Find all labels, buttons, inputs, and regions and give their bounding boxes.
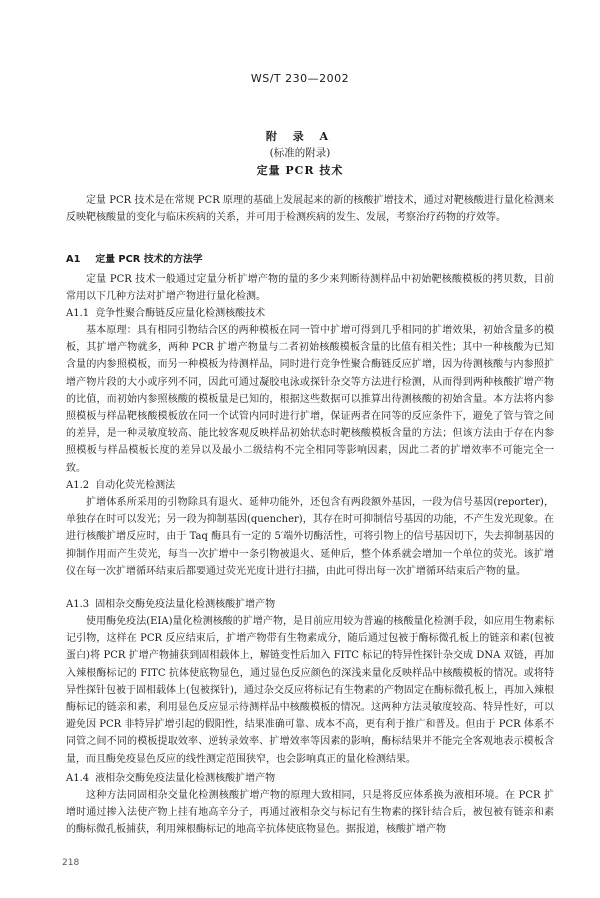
section-paragraph-a1-1: 基本原理：具有相同引物结合区的两种模板在同一管中扩增可得到几乎相同的扩增效果，初始含量多的模板，其扩增产物就多，两种 PCR 扩增产物量与二者初始核酸模板含量的比值有相关性；其中一种核酸为已知含量的内参照模板，而另一种模板为待测样品，同时进行竞争性聚合酶链反应扩增，因为待测核酸与内参照扩增产物片段的大小或序列不同，因此可通过凝胶电泳或探针杂交等方法进行检测，从而得到两种核酸扩增产物的比值，而初始内参照核酸的模板量是已知的，根据这些数据可以推算出待测核酸的初始含量。本方法将内参照模板与样品靶核酸模板放在同一个试管内同时进行扩增，保证两者在同等的反应条件下，避免了管与管之间的差异，是一种灵敏度较高、能比较客观反映样品初始状态时靶核酸模板含量的方法；但该方法由于存在内参照模板与样品模板长度的差异以及最小二级结构不完全相同等影响因素，因此二者的扩增效率不可能完全一致。 (66, 325, 554, 474)
section-title: 自动化荧光检测法 (95, 480, 176, 491)
section-paragraph-a1-4: 这种方法同固相杂交量化检测核酸扩增产物的原理大致相同，只是将反应体系换为液相环境。在 PCR 扩增时通过掺入法使产物上挂有地高辛分子，再通过液相杂交与标记有生物素的探针结合后，被包被有链亲和素的酶标微孔板捕获，利用辣根酶标记的地高辛抗体使底物显色。据报道，核酸扩增产物 (66, 790, 554, 836)
section-title: 竞争性聚合酶链反应量化检测核酸技术 (95, 308, 266, 319)
section-number: A1.3 (66, 599, 90, 610)
section-paragraph-a1-2: 扩增体系所采用的引物除具有退火、延伸功能外，还包含有两段额外基因，一段为信号基因(reporter)，单独存在时可以发光；另一段为抑制基因(quencher)，其存在时可抑制信号基因的功能，不产生发光现象。在进行核酸扩增反应时，由于 Taq 酶具有一定的 5′端外切酶活性，可将引物上的信号基因切下，失去抑制基因的抑制作用而产生荧光，每当一次扩增中一条引物被退火、延伸后，整个体系就会增加一个单位的荧光。该扩增仪在每一次扩增循环结束后都要通过荧光光度计进行扫描，由此可得出每一次扩增循环结束后产物的量。 (66, 497, 554, 577)
section-number: A1.2 (66, 480, 90, 491)
section-number: A1.1 (66, 308, 90, 319)
section-number: A1.4 (66, 773, 90, 784)
section-heading-a1-1 (66, 306, 554, 322)
standard-number: WS/T 230—2002 (250, 72, 350, 85)
section-number: A1 (66, 254, 81, 265)
annex-name: 定量 PCR 技术 (256, 164, 344, 177)
section-title: 固相杂交酶免疫法量化检测核酸扩增产物 (95, 599, 276, 610)
section-paragraph-a1-3: 使用酶免疫法(EIA)量化检测核酸的扩增产物，是目前应用较为普遍的核酸量化检测手段，如应用生物素标记引物，这样在 PCR 反应结束后，扩增产物带有生物素成分，随后通过包被于酶标微孔板上的链亲和素(包被蛋白)将 PCR 扩增产物捕获到固相载体上，解链变性后加入 FITC 标记的特异性探针杂交成 DNA 双链，再加入辣根酶标记的 FITC 抗体使底物显色，通过显色反应颜色的深浅来量化反映样品中核酸模板的情况。或将特异性探针包被于固相载体上(包被探针)，通过杂交反应将标记有生物素的产物固定在酶标微孔板上，再加入辣根酶标记的链亲和素，利用显色反应显示待测样品中核酸模板的情况。这两种方法灵敏度较高、特异性好，可以避免因 PCR 非特异扩增引起的假阳性，结果准确可靠、成本不高，更有利于推广和普及。但由于 PCR 体系不同管之间不同的模板提取效率、逆转录效率、扩增效率等因素的影响，酶标结果并不能完全客观地表示模板含量，而且酶免疫显色反应的线性测定范围狭窄，也会影响真正的量化检测结果。 (66, 616, 554, 765)
section-heading-a1-2 (66, 478, 554, 494)
page-number: 218 (62, 858, 80, 868)
section-heading-a1 (66, 252, 554, 268)
section-paragraph-a1: 定量 PCR 技术一般通过定量分析扩增产物的量的多少来判断待测样品中初始靶核酸模板的拷贝数，目前常用以下几种方法对扩增产物进行量化检测。 (66, 274, 554, 303)
annex-title: 附 录 A (265, 130, 335, 143)
section-heading-a1-3 (66, 597, 554, 613)
intro-paragraph: 定量 PCR 技术是在常规 PCR 原理的基础上发展起来的新的核酸扩增技术，通过对靶核酸进行量化检测来反映靶核酸量的变化与临床疾病的关系，并可用于检测疾病的发生、发展，考察治疗药物的疗效等。 (66, 195, 554, 224)
annex-subtitle: (标准的附录) (269, 147, 331, 159)
section-title: 液相杂交酶免疫法量化检测核酸扩增产物 (95, 773, 276, 784)
section-title: 定量 PCR 技术的方法学 (95, 254, 203, 265)
section-heading-a1-4 (66, 771, 554, 787)
